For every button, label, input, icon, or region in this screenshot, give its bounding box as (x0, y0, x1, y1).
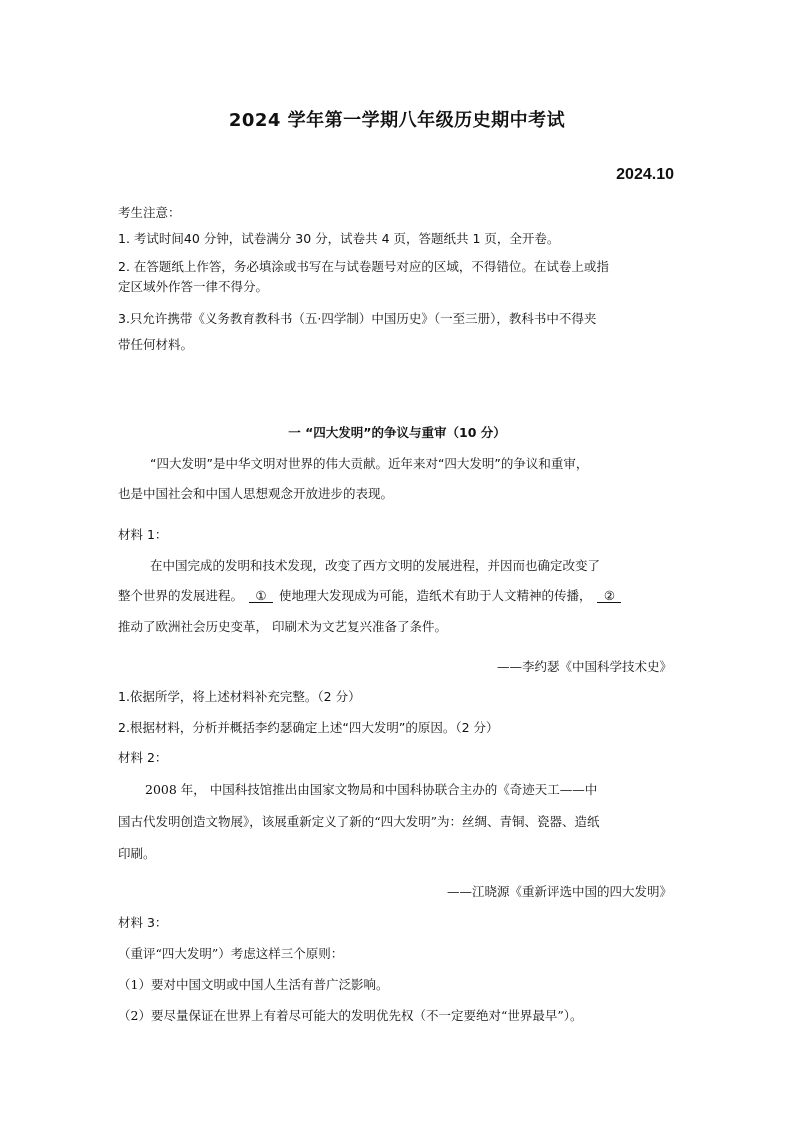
section-intro-line-2: 也是中国社会和中国人思想观念开放进步的表现。 (118, 486, 394, 501)
material-3-line-1: （重评“四大发明”）考虑这样三个原则： (118, 946, 344, 961)
fill-blank-1: ① (249, 589, 273, 603)
section-intro-line-1: “四大发明”是中华文明对世界的伟大贡献。近年来对“四大发明”的争议和重审， (150, 456, 589, 471)
exam-date: 2024.10 (616, 166, 674, 183)
material-2-line-2: 国古代发明创造文物展》，该展重新定义了新的“四大发明”为：丝绸、青铜、瓷器、造纸 (118, 814, 600, 829)
material-2-source: ——江晓源《重新评选中国的四大发明》 (446, 884, 672, 899)
fill-blank-2: ② (597, 589, 621, 603)
material-1-line-2-start: 整个世界的发展进程。 (118, 588, 244, 603)
notice-item-3-line-2: 带任何材料。 (118, 337, 194, 352)
material-3-line-2: （1）要对中国文明或中国人生活有普广泛影响。 (118, 977, 389, 992)
material-2-line-3: 印刷。 (118, 846, 156, 861)
material-1-line-2-middle: 使地理大发现成为可能，造纸术有助于人文精神的传播， (278, 588, 592, 603)
notice-heading: 考生注意： (118, 205, 181, 220)
question-2: 2.根据材料，分析并概括李约瑟确定上述“四大发明”的原因。（2 分） (118, 720, 499, 735)
material-1-line-2 (118, 586, 623, 604)
notice-item-1: 1. 考试时间40 分钟，试卷满分 30 分，试卷共 4 页，答题纸共 1 页，全开卷。 (118, 231, 560, 246)
material-1-label: 材料 1： (118, 527, 168, 542)
material-1-line-3: 推动了欧洲社会历史变革， 印刷术为文艺复兴准备了条件。 (118, 619, 447, 634)
exam-title: 2024 学年第一学期八年级历史期中考试 (228, 110, 566, 131)
notice-item-2-line-2: 定区域外作答一律不得分。 (118, 279, 269, 294)
material-2-line-1: 2008 年， 中国科技馆推出由国家文物局和中国科协联合主办的《奇迹天工——中 (145, 782, 598, 797)
material-3-label: 材料 3： (118, 915, 168, 930)
question-1: 1.依据所学，将上述材料补充完整。（2 分） (118, 689, 361, 704)
section-title: 一 “四大发明”的争议与重审（10 分） (288, 425, 506, 440)
material-1-source: ——李约瑟《中国科学技术史》 (496, 659, 672, 674)
notice-item-3-line-1: 3.只允许携带《义务教育教科书（五·四学制）中国历史》（一至三册），教科书中不得夹 (118, 311, 597, 326)
notice-item-2-line-1: 2. 在答题纸上作答，务必填涂或书写在与试卷题号对应的区域，不得错位。在试卷上或指 (118, 259, 609, 274)
material-1-line-1: 在中国完成的发明和技术发现，改变了西方文明的发展进程，并因而也确定改变了 (150, 558, 601, 573)
material-2-label: 材料 2： (118, 750, 168, 765)
material-3-line-3: （2）要尽量保证在世界上有着尽可能大的发明优先权（不一定要绝对“世界最早”）。 (118, 1008, 583, 1023)
